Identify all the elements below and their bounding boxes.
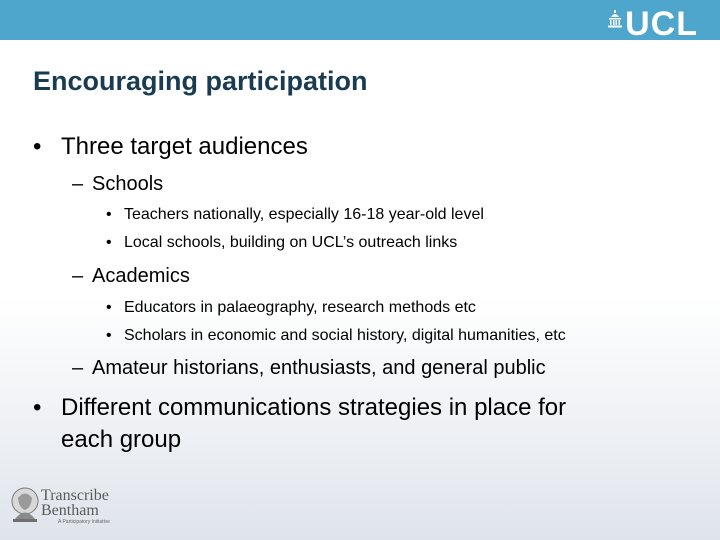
logo-line-bentham: Bentham <box>41 502 99 519</box>
slide-title: Encouraging participation <box>33 66 368 96</box>
bullet-marker: • <box>106 327 112 344</box>
bullet-marker: • <box>33 394 42 421</box>
bullet-text: Educators in palaeography, research methods etc <box>124 299 476 316</box>
bullet-marker: • <box>106 299 112 316</box>
bullet-marker: – <box>72 265 84 287</box>
bullet-text: Scholars in economic and social history, digital humanities, etc <box>124 327 566 344</box>
bullet-marker: – <box>72 357 84 379</box>
bullet-text: Amateur historians, enthusiasts, and general public <box>92 357 546 379</box>
bullet-marker: • <box>106 234 112 251</box>
bullet-marker: • <box>106 206 112 223</box>
bullet-text: Academics <box>92 265 190 287</box>
bullet-text: Three target audiences <box>61 133 308 160</box>
logo-line-transcribe: Transcribe <box>41 487 109 504</box>
bullet-text: Schools <box>92 173 164 195</box>
bullet-text: Different communications strategies in place for <box>61 394 567 421</box>
bullet-marker: • <box>33 133 42 160</box>
ucl-logo-text: UCL <box>625 5 698 43</box>
bullet-text: Local schools, building on UCL’s outreach links <box>124 234 458 251</box>
logo-tagline: A Participatory Initiative <box>58 519 110 525</box>
bentham-portrait-icon <box>10 486 40 524</box>
bullet-text: each group <box>61 426 182 453</box>
bullet-marker: – <box>72 173 84 195</box>
transcribe-bentham-logo <box>10 486 122 528</box>
bullet-text: Teachers nationally, especially 16-18 year-old level <box>124 206 484 223</box>
